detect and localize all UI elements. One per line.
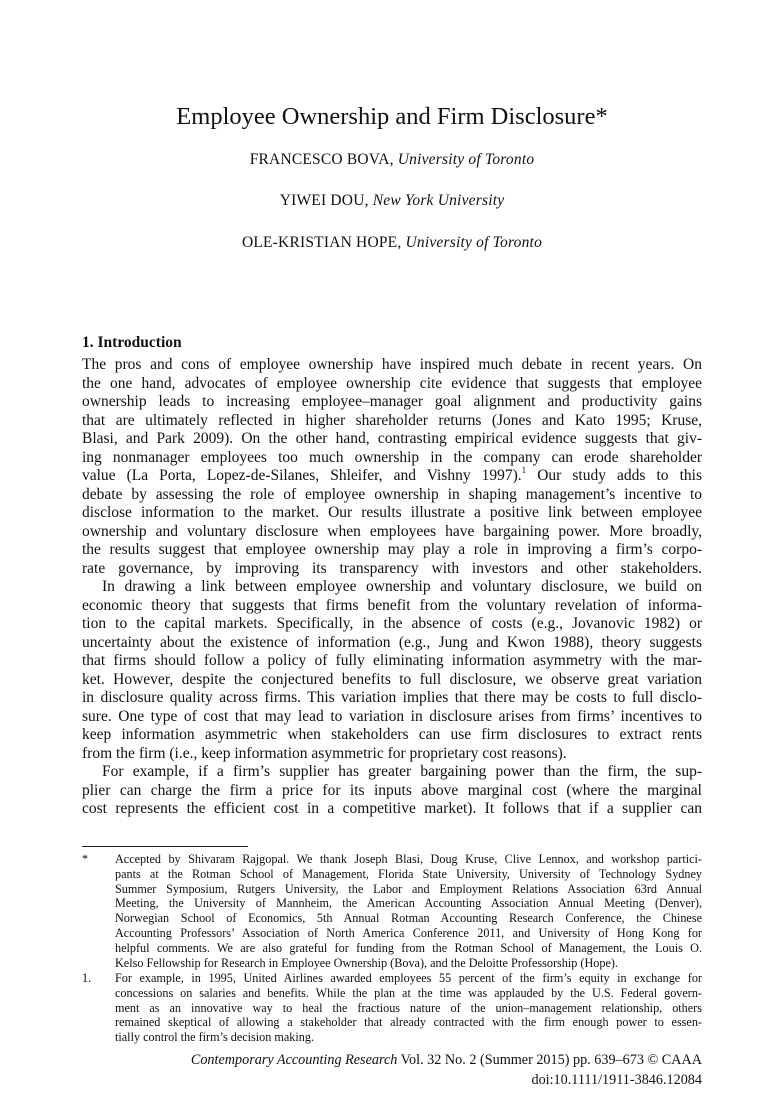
body-line: cost represents the efficient cost in a competitive market). It follows that if a supplier can (82, 800, 702, 817)
body-line: economic theory that suggests that firms benefit from the voluntary revelation of informa- (82, 596, 702, 614)
body-text (82, 356, 702, 819)
body-line: the one hand, advocates of employee ownership cite evidence that suggests that employee (82, 374, 702, 392)
body-line: disclose information to the market. Our results illustrate a positive link between employee (82, 504, 702, 521)
author-name: FRANCESCO BOVA, (249, 151, 398, 168)
section-heading: 1. Introduction (82, 334, 182, 351)
body-line: rate governance, by improving its transparency with investors and other stakeholders. (82, 559, 702, 577)
body-text-segment: Our study adds to this (526, 467, 702, 484)
footnote-line: ment as an innovative way to heal the fractious nature of the union–management relationship, others (115, 1000, 702, 1015)
footnote-line: Meeting, the University of Mannheim, the American Accounting Association Annual Meeting (Denver), (115, 896, 702, 911)
footnote-marker: 1. (82, 971, 92, 985)
author-2 (0, 192, 784, 210)
footnote-1 (82, 971, 702, 1045)
footnote-line: Accepted by Shivaram Rajgopal. We thank Joseph Blasi, Doug Kruse, Clive Lennox, and workshop partici- (115, 852, 702, 866)
body-line: ownership and voluntary disclosure when employees have bargaining power. More broadly, (82, 522, 702, 540)
body-line: uncertainty about the existence of information (e.g., Jung and Kwon 1988), theory suggests (82, 633, 702, 651)
footnote-line: pants at the Rotman School of Management, Florida State University, University of Technology Sydney (115, 866, 702, 881)
footnote-line: remained skeptical of allowing a stakeholder that already contracted with the firm enough power to essen- (115, 1015, 702, 1030)
body-line: debate by assessing the role of employee ownership in shaping management’s incentive to (82, 485, 702, 503)
paper-title: Employee Ownership and Firm Disclosure* (176, 103, 608, 130)
body-line: plier can charge the firm a price for its inputs above marginal cost (where the marginal (82, 781, 702, 799)
author-name: OLE-KRISTIAN HOPE, (241, 234, 406, 251)
journal-name: Contemporary Accounting Research (190, 1052, 398, 1068)
author-affiliation: University of Toronto (397, 151, 535, 168)
body-line: that are ultimately reflected in higher shareholder returns (Jones and Kato 1995; Kruse, (82, 411, 702, 429)
journal-citation (191, 1051, 702, 1069)
footnote-line: concessions on salaries and benefits. While the plan at the time was applauded by the U.S. Federal govern- (115, 985, 702, 1000)
footnote-line: helpful comments. We are also grateful for funding from the Rotman School of Management, the Louis O. (115, 940, 702, 955)
doi: doi:10.1111/1911-3846.12084 (531, 1072, 702, 1088)
footnote-star (82, 852, 702, 970)
footnote-marker: * (82, 852, 89, 866)
body-text-segment: value (La Porta, Lopez-de-Silanes, Shleifer, and Vishny 1997). (82, 467, 522, 484)
body-line: keep information asymmetric when stakeholders can use firm disclosures to extract rents (82, 726, 702, 743)
author-affiliation: New York University (372, 192, 505, 209)
author-1 (0, 151, 784, 169)
body-line: sure. One type of cost that may lead to variation in disclosure arises from firms’ incentives to (82, 707, 702, 725)
body-line (82, 467, 702, 486)
author-affiliation: University of Toronto (405, 234, 543, 251)
body-line: In drawing a link between employee ownership and voluntary disclosure, we build on (102, 578, 702, 595)
body-line: Blasi, and Park 2009). On the other hand, contrasting empirical evidence suggests that giv- (82, 430, 702, 447)
footnote-line: Norwegian School of Economics, 5th Annual Rotman Accounting Research Conference, the Chinese (115, 911, 702, 926)
footnote-divider (82, 846, 248, 847)
body-line: The pros and cons of employee ownership have inspired much debate in recent years. On (82, 356, 702, 373)
body-line: ket. However, despite the conjectured benefits to full disclosure, we observe great variation (82, 670, 702, 688)
body-line: from the firm (i.e., keep information asymmetric for proprietary cost reasons). (82, 744, 567, 762)
footnote-line: For example, in 1995, United Airlines awarded employees 55 percent of the firm’s equity in exchange for (115, 971, 702, 985)
body-line: For example, if a firm’s supplier has greater bargaining power than the firm, the sup- (102, 763, 702, 780)
footnote-line: Accounting Professors’ Association of North America Conference 2011, and University of Hong Kong for (115, 925, 702, 940)
author-name: YIWEI DOU, (279, 192, 373, 209)
author-3 (0, 234, 784, 252)
footnote-ref[interactable]: 1 (521, 465, 527, 475)
footnote-line: tially control the firm’s decision making. (115, 1030, 315, 1045)
footnote-line: Summer Symposium, Rutgers University, the Labor and Employment Relations Association 63rd Annual (115, 881, 702, 896)
footnote-line: Kelso Fellowship for Research in Employee Ownership (Bova), and the Deloitte Professorship (Hope). (115, 955, 618, 970)
body-line: the results suggest that employee ownership may play a role in improving a firm’s corpo- (82, 541, 702, 558)
body-line: ing nonmanager employees too much ownership in the company can erode shareholder (82, 448, 702, 466)
citation-details: Vol. 32 No. 2 (Summer 2015) pp. 639–673 © CAAA (397, 1052, 702, 1068)
body-line: ownership leads to increasing employee–manager goal alignment and productivity gains (82, 393, 702, 410)
body-line: in disclosure quality across firms. This variation implies that there may be costs to full disclo- (82, 689, 702, 706)
body-line: that firms should follow a policy of fully eliminating information asymmetry with the mar- (82, 652, 702, 669)
body-line: tion to the capital markets. Specifically, in the absence of costs (e.g., Jovanovic 1982) or (82, 615, 702, 632)
